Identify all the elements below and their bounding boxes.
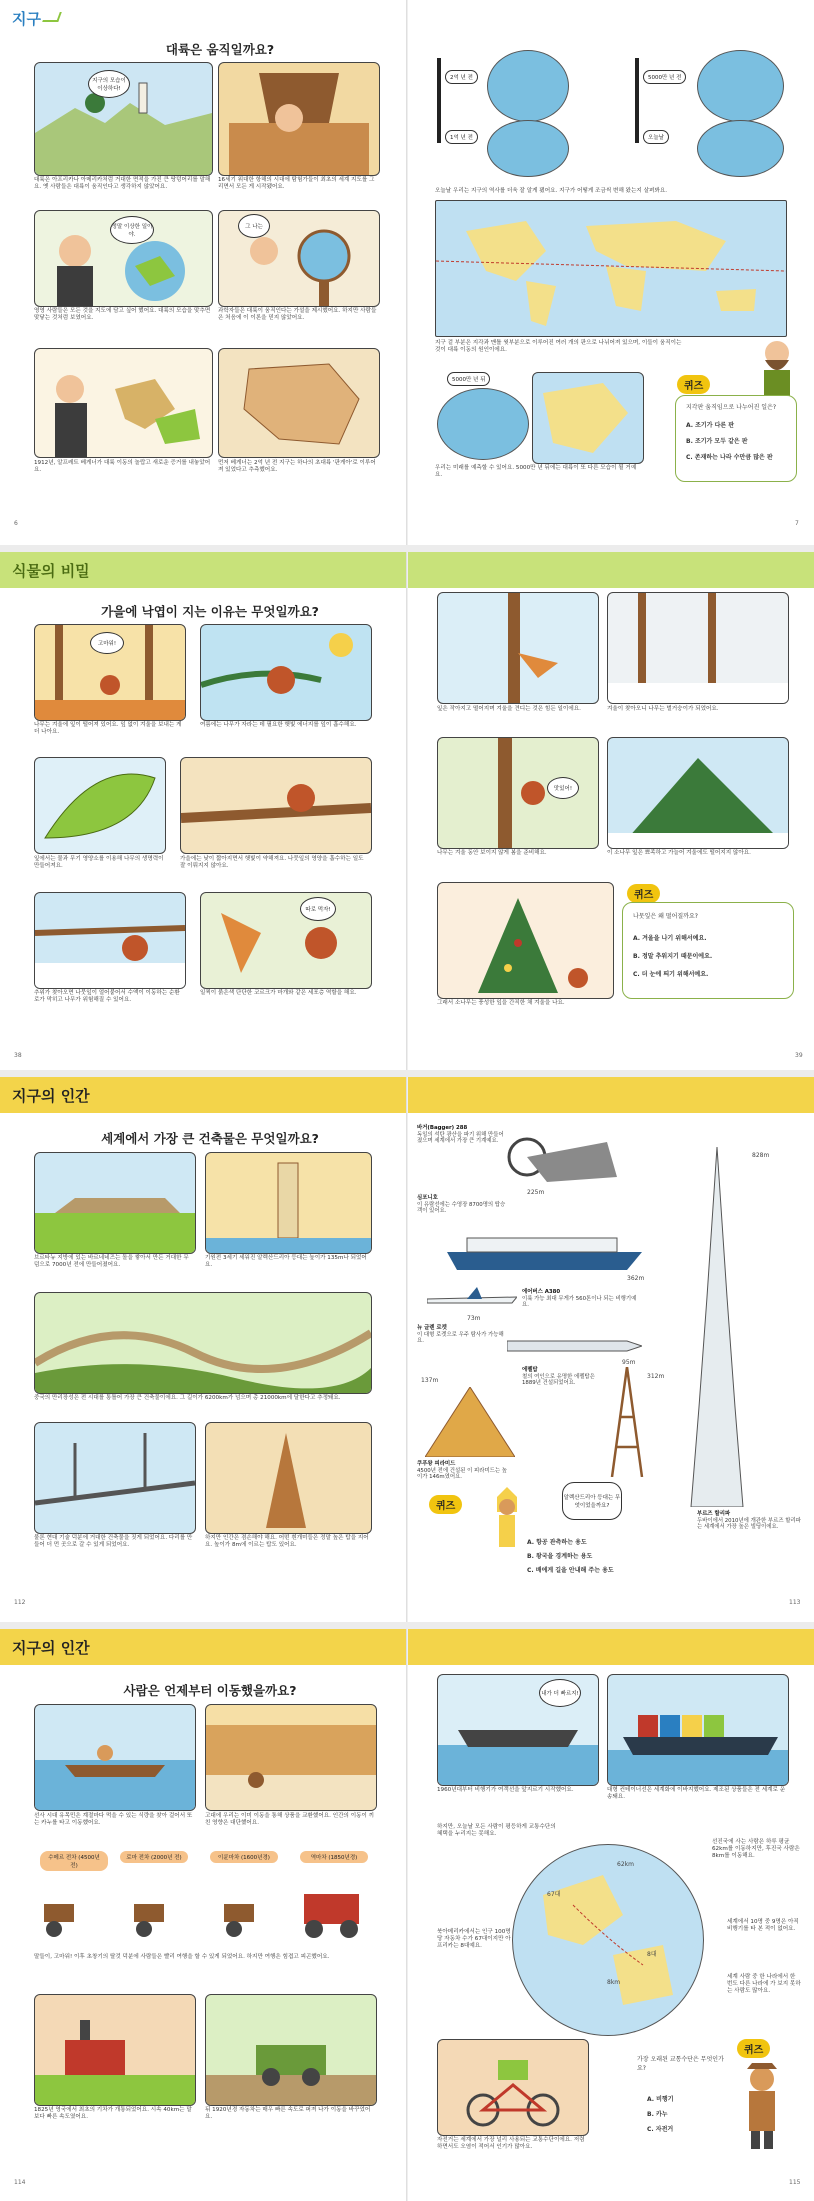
item-pyramid bbox=[417, 1461, 512, 1481]
globe-icon bbox=[512, 1844, 704, 2036]
quiz-option[interactable]: A. 겨울을 나기 위해서예요. bbox=[633, 935, 707, 942]
page-right bbox=[407, 1629, 814, 2201]
dim-label: 312m bbox=[647, 1373, 665, 1380]
panel-great-wall bbox=[34, 1292, 372, 1394]
panel-pangaea bbox=[218, 348, 380, 458]
section-accent-icon bbox=[42, 12, 62, 22]
caption: 1912년, 알프레트 베게너가 대륙 이동의 놀랍고 새로운 증거를 내놓았어요. bbox=[34, 460, 211, 473]
bagger-illustration bbox=[507, 1132, 627, 1187]
gutter bbox=[406, 1077, 408, 1622]
page-left bbox=[0, 1629, 407, 2201]
item-name: 쿠푸왕 피라미드 bbox=[417, 1461, 456, 1467]
panel-train bbox=[34, 1994, 196, 2106]
page-number: 115 bbox=[789, 2179, 801, 2186]
caption: 뒤 1920년경 자동차는 매우 빠른 속도로 퍼져 나가 이동을 바꾸었어요. bbox=[205, 2107, 371, 2120]
item-name: 에어버스 A380 bbox=[522, 1289, 561, 1295]
panel-market bbox=[205, 1704, 377, 1811]
carriages-illustration bbox=[34, 1879, 374, 1949]
dim-label: 137m bbox=[421, 1377, 439, 1384]
panel-squirrel-eats bbox=[200, 892, 372, 989]
panel-bare-trees bbox=[607, 592, 789, 704]
quiz-badge: 퀴즈 bbox=[737, 2039, 770, 2058]
quiz-option[interactable]: B. 왕국을 경계하는 용도 bbox=[527, 1553, 593, 1560]
distance-label: 67대 bbox=[547, 1891, 561, 1898]
spread-buildings bbox=[0, 1077, 814, 1622]
pharaoh-illustration bbox=[492, 1487, 522, 1547]
page-number: 113 bbox=[789, 1599, 801, 1606]
caption: 세계에서 10명 중 9명은 아직 비행기를 타 본 적이 없어요. bbox=[727, 1919, 799, 1932]
caption: 이 소나무 잎은 뾰족하고 가늘어 겨울에도 떨어지지 않아요. bbox=[607, 850, 751, 856]
dim-label: 95m bbox=[622, 1359, 636, 1366]
panel-container-ship bbox=[607, 1674, 789, 1786]
era-chip: 역마차 (1850년경) bbox=[300, 1851, 368, 1863]
question-title: 가을에 낙엽이 지는 이유는 무엇일까요? bbox=[101, 604, 319, 619]
world-map bbox=[435, 200, 787, 337]
quiz-option[interactable]: A. 조기가 다른 판 bbox=[686, 422, 735, 429]
item-name: 심포니호 bbox=[417, 1195, 438, 1201]
question-title: 세계에서 가장 큰 건축물은 무엇일까요? bbox=[101, 1131, 319, 1146]
spread-transport bbox=[0, 1629, 814, 2201]
item-desc: 이 대형 로켓으로 우주 탐사가 가능해요. bbox=[417, 1331, 504, 1345]
distance-label: 8km bbox=[607, 1979, 621, 1986]
caption: 말들이, 고마워! 이후 초창기의 탈것 덕분에 사람들은 빨리 여행을 할 수 있게 되었어요. 하지만 여행은 힘겹고 피곤했어요. bbox=[34, 1954, 330, 1960]
quiz-option[interactable]: B. 카누 bbox=[647, 2111, 668, 2118]
dim-label: 225m bbox=[527, 1189, 545, 1196]
arrow-icon bbox=[635, 58, 639, 143]
quiz-badge: 퀴즈 bbox=[627, 884, 660, 903]
dim-label: 73m bbox=[467, 1315, 481, 1322]
speech-bubble: 그 나는 bbox=[238, 214, 270, 238]
caption: 북아메리카에서는 인구 100명당 자동차 수가 67대이지만 아프리카는 8대예요. bbox=[437, 1929, 511, 1949]
page-right bbox=[407, 1077, 814, 1622]
page-left bbox=[0, 1077, 407, 1622]
page-number: 114 bbox=[14, 2179, 26, 2186]
caption: 먼저 베게너는 2억 년 전 지구는 하나의 초대륙 '판게아'로 이루어져 있었다고 추측했어요. bbox=[218, 460, 376, 473]
speech-bubble: 내가 더 빠르지! bbox=[539, 1679, 581, 1707]
caption: 나무는 겨울에 잎이 떨어져 있어요. 잎 없이 겨울을 보내는 게 더 나아요. bbox=[34, 722, 182, 735]
dim-label: 362m bbox=[627, 1275, 645, 1282]
question-title: 대륙은 움직일까요? bbox=[165, 42, 275, 57]
caption: 1825년 영국에서 최초의 기차가 개통되었어요. 시속 40km는 말보다 빠른 속도였어요. bbox=[34, 2107, 192, 2120]
caption: 대륙은 아프리카나 아메리카처럼 거대한 면적을 가진 큰 땅덩어리를 말해요. 옛 사람들은 대륙이 움직인다고 생각하지 않았어요. bbox=[34, 177, 211, 190]
speech-bubble: 따로 먹자! bbox=[300, 897, 336, 921]
quiz-box bbox=[622, 902, 794, 999]
speech-bubble: 정말 이상한 일이야. bbox=[110, 216, 154, 244]
page-number: 7 bbox=[795, 520, 799, 527]
page-left bbox=[0, 552, 407, 1070]
item-name: 부르즈 할리파 bbox=[697, 1511, 731, 1517]
panel-leaf bbox=[34, 757, 166, 854]
speech-bubble: 고마워! bbox=[90, 632, 124, 654]
page-number: 6 bbox=[14, 520, 18, 527]
gutter bbox=[406, 552, 408, 1070]
era-chip: 로마 전차 (2000년 전) bbox=[120, 1851, 188, 1863]
time-label: 5000만 년 전 bbox=[643, 70, 686, 84]
item-symphony bbox=[417, 1195, 507, 1215]
time-label: 2억 년 전 bbox=[445, 70, 478, 84]
caption: 우리는 미래를 예측할 수 있어요. 5000만 년 뒤에는 대륙이 또 다른 모습이 될 거예요. bbox=[435, 465, 637, 478]
caption: 물론 현대 기술 덕분에 거대한 건축물을 짓게 되었어요. 다리를 만들어 더 먼 곳으로 갈 수 있게 되었어요. bbox=[34, 1535, 193, 1548]
quiz-badge: 퀴즈 bbox=[677, 375, 710, 394]
item-bagger bbox=[417, 1125, 507, 1145]
page-right bbox=[407, 552, 814, 1070]
page-number: 39 bbox=[795, 1052, 803, 1059]
globe-icon bbox=[487, 50, 569, 122]
rocket-illustration bbox=[507, 1337, 642, 1355]
panel-termite bbox=[205, 1422, 372, 1534]
burj-khalifa-illustration bbox=[687, 1147, 747, 1507]
quiz-box bbox=[675, 395, 797, 482]
quiz-question: 나뭇잎은 왜 떨어질까요? bbox=[633, 913, 698, 920]
caption: 나무는 겨울 동안 보이지 않게 봄을 준비해요. bbox=[437, 850, 547, 856]
caption: 추위가 찾아오면 나뭇잎이 얼어붙어서 수액이 이동하는 순환로가 막히고 나무가 위험해질 수 있어요. bbox=[34, 990, 180, 1003]
page-number: 38 bbox=[14, 1052, 22, 1059]
speech-bubble: 지구의 모습이 이상하다! bbox=[88, 70, 130, 98]
globe-icon bbox=[487, 120, 569, 177]
caption: 1960년대부터 비행기가 여객선을 앞지르기 시작했어요. bbox=[437, 1787, 574, 1793]
era-chip: 수메르 전차 (4500년 전) bbox=[40, 1851, 108, 1871]
gutter bbox=[406, 0, 408, 545]
era-chip: 이륜마차 (1600년경) bbox=[210, 1851, 278, 1863]
caption: 세계 사람 중 한 나라에서 한 번도 다른 나라에 가 보지 못하는 사람도 많아요. bbox=[727, 1974, 801, 1994]
panel-car bbox=[205, 1994, 377, 2106]
eiffel-tower-illustration bbox=[607, 1367, 647, 1477]
caption: 지구 겉 부분은 지각과 맨틀 윗부분으로 이루어진 여러 개의 판으로 나뉘어져 있으며, 이들이 움직이는 것이 대륙 이동의 원인이에요. bbox=[435, 340, 682, 353]
quiz-option[interactable]: A. 항공 관측하는 용도 bbox=[527, 1539, 587, 1546]
caption: 16세기 위대한 항해의 시대에 탐험가들이 최초의 세계 지도를 그리면서 모든 게 시작됐어요. bbox=[218, 177, 375, 190]
section-title: 식물의 비밀 bbox=[12, 562, 90, 580]
quiz-option[interactable]: C. 존재하는 나라 수만큼 많은 판 bbox=[686, 454, 773, 461]
item-desc: 4500년 전에 건설된 이 피라미드는 높이가 146m였어요. bbox=[417, 1467, 507, 1481]
panel-winter-squirrel bbox=[34, 892, 186, 989]
item-eiffel bbox=[522, 1367, 602, 1387]
caption: 과학자들은 대륙이 움직인다는 가설을 제시했어요. 하지만 사람들은 처음에 이 이론을 믿지 않았어요. bbox=[218, 308, 377, 321]
spread-leaves bbox=[0, 552, 814, 1070]
globe-icon bbox=[697, 50, 784, 122]
quiz-option[interactable]: B. 정말 추워지기 때문이에요. bbox=[633, 953, 713, 960]
cruise-ship-illustration bbox=[447, 1232, 642, 1272]
distance-label: 62km bbox=[617, 1861, 634, 1868]
item-name: 뉴 글렌 로켓 bbox=[417, 1325, 447, 1331]
caption: 대형 컨테이너선은 세계화에 이바지했어요. 제조된 상품들은 전 세계로 운송돼요. bbox=[607, 1787, 786, 1800]
spread-continents bbox=[0, 0, 814, 545]
caption: 자전거는 세계에서 가장 널리 사용되는 교통수단이에요. 저렴하면서도 오염이 적어서 인기가 많아요. bbox=[437, 2137, 585, 2150]
item-a380 bbox=[522, 1289, 642, 1309]
item-desc: 철의 여인으로 유명한 에펠탑은 1889년 건설되었어요. bbox=[522, 1373, 595, 1387]
airplane-illustration bbox=[427, 1287, 517, 1312]
page-number: 112 bbox=[14, 1599, 26, 1606]
item-new-glenn bbox=[417, 1325, 507, 1345]
quiz-question: 가장 오래된 교통수단은 무엇인가요? bbox=[637, 2056, 724, 2072]
arrow-icon bbox=[437, 58, 441, 143]
quiz-option[interactable]: C. 자전거 bbox=[647, 2126, 674, 2133]
caption: 하지만 인간은 겸손해야 해요. 어떤 흰개미들은 정말 높은 탑을 지어요. 높이가 8m에 이르는 탑도 있어요. bbox=[205, 1535, 369, 1548]
caption: 중국의 만리장성은 전 시대를 통틀어 가장 큰 건축물이에요. 그 길이가 6200km가 넘으며 총 21000km에 달한다고 추정돼요. bbox=[34, 1395, 341, 1401]
section-title: 지구의 인간 bbox=[12, 1639, 90, 1657]
item-desc: 독일의 석탄 광산을 파기 위해 만들어졌으며 세계에서 가장 큰 기계예요. bbox=[417, 1131, 504, 1145]
panel-canoe bbox=[34, 1704, 196, 1811]
speech-bubble: 알렉산드리아 등대는 무엇이었을까요? bbox=[562, 1482, 622, 1520]
distance-label: 8대 bbox=[647, 1951, 657, 1958]
dim-label: 828m bbox=[752, 1152, 770, 1159]
speech-bubble: 맛있어! bbox=[547, 777, 579, 799]
quiz-question: 지각판 움직임으로 나누어진 일은? bbox=[686, 404, 777, 411]
item-desc: 두바이에서 2010년에 개관한 부르즈 할리파는 세계에서 가장 높은 빌딩이에요. bbox=[697, 1517, 801, 1531]
item-desc: 이 유람선에는 수영장 8700명의 탑승객이 있어요. bbox=[417, 1201, 506, 1215]
caption: 가을에는 낮이 짧아지면서 햇빛이 약해져요. 나뭇잎의 영양을 흡수하는 일도 잘 이뤄지지 않아요. bbox=[180, 856, 364, 869]
caption: 그래서 소나무는 풍성한 잎을 간직한 채 겨울을 나요. bbox=[437, 1000, 565, 1006]
page-left bbox=[0, 0, 407, 545]
panel-pine bbox=[607, 737, 789, 849]
panel-squirrel-summer bbox=[200, 624, 372, 721]
item-desc: 이륙 가능 최대 무게가 560톤이나 되는 비행기예요. bbox=[522, 1295, 637, 1309]
quiz-option[interactable]: C. 더 눈에 띄기 위해서예요. bbox=[633, 971, 709, 978]
page-right bbox=[407, 0, 814, 545]
caption: 기원전 3세기 세워진 알렉산드리아 등대는 높이가 135m나 되었어요. bbox=[205, 1255, 367, 1268]
caption: 여름에는 나무가 자라는 데 필요한 햇빛 에너지를 잎이 흡수해요. bbox=[200, 722, 357, 728]
globe-icon bbox=[437, 388, 529, 460]
item-burj bbox=[697, 1511, 802, 1531]
globe-icon bbox=[697, 120, 784, 177]
panel-wegener bbox=[34, 348, 213, 458]
section-title: 지구의 인간 bbox=[12, 1087, 90, 1105]
gutter bbox=[406, 1629, 408, 2201]
caption: 하지만, 오늘날 모든 사람이 평등하게 교통수단의 혜택을 누리지는 못해요. bbox=[437, 1824, 556, 1837]
caption: 일찍이 붉은색 단단한 코르크가 마개와 같은 세포층 역할을 해요. bbox=[200, 990, 357, 996]
caption: 영영 사람들은 모든 것을 지도에 담고 싶어 했어요. 대륙의 모습을 맞추면 맞닿는 것처럼 보였어요. bbox=[34, 308, 211, 321]
caption: 브르타뉴 지방에 있는 바르네네즈는 돌을 쌓아서 만든 거대한 무덤으로 7000년 전에 만들어졌어요. bbox=[34, 1255, 189, 1268]
panel-branch bbox=[180, 757, 372, 854]
panel-christmas bbox=[437, 882, 614, 999]
future-label: 5000만 년 뒤 bbox=[447, 372, 490, 386]
caption: 잎에서는 물과 무기 영양소를 이용해 나무의 생명력이 만들어져요. bbox=[34, 856, 164, 869]
panel-mapmaker bbox=[218, 62, 380, 176]
panel-barnenez bbox=[34, 1152, 196, 1254]
quiz-option[interactable]: A. 비행기 bbox=[647, 2096, 674, 2103]
item-name: 바거(Bagger) 288 bbox=[417, 1125, 468, 1131]
quiz-option[interactable]: C. 배에게 길을 안내해 주는 용도 bbox=[527, 1567, 614, 1574]
panel-bridge bbox=[34, 1422, 196, 1534]
caption: 오늘날 우리는 지구의 역사를 더욱 잘 알게 됐어요. 지구가 어떻게 조금씩 변해 왔는지 살펴봐요. bbox=[435, 188, 668, 194]
section-title: 지구 bbox=[12, 10, 41, 28]
panel-branch-leaf bbox=[437, 592, 599, 704]
item-name: 에펠탑 bbox=[522, 1367, 538, 1373]
quiz-option[interactable]: B. 조기가 모두 같은 판 bbox=[686, 438, 748, 445]
question-title: 사람은 언제부터 이동했을까요? bbox=[123, 1683, 297, 1698]
caption: 겨울이 찾아오니 나무는 벌거숭이가 되었어요. bbox=[607, 706, 719, 712]
caption: 선진국에 사는 사람은 하루 평균 62km를 이동하지만, 후진국 사람은 8km를 이동해요. bbox=[712, 1839, 800, 1859]
caption: 선사 시대 유목민은 계절마다 먹을 수 있는 식량을 찾아 걸어서 또는 카누를 타고 이동했어요. bbox=[34, 1813, 193, 1826]
pyramid-illustration bbox=[425, 1387, 515, 1457]
explorer-illustration bbox=[737, 2059, 787, 2149]
time-label: 1억 년 전 bbox=[445, 130, 478, 144]
panel-bicycle bbox=[437, 2039, 589, 2136]
quiz-badge: 퀴즈 bbox=[429, 1495, 462, 1514]
time-label: 오늘날 bbox=[643, 130, 669, 144]
caption: 고대에 우리는 이미 이동을 통해 상품을 교환했어요. 인간의 이동이 끼친 영향은 대단했어요. bbox=[205, 1813, 375, 1826]
future-map bbox=[532, 372, 644, 464]
panel-lighthouse bbox=[205, 1152, 372, 1254]
caption: 잎은 작아지고 떨어지며 겨울을 견디는 것은 힘든 일이에요. bbox=[437, 706, 581, 712]
